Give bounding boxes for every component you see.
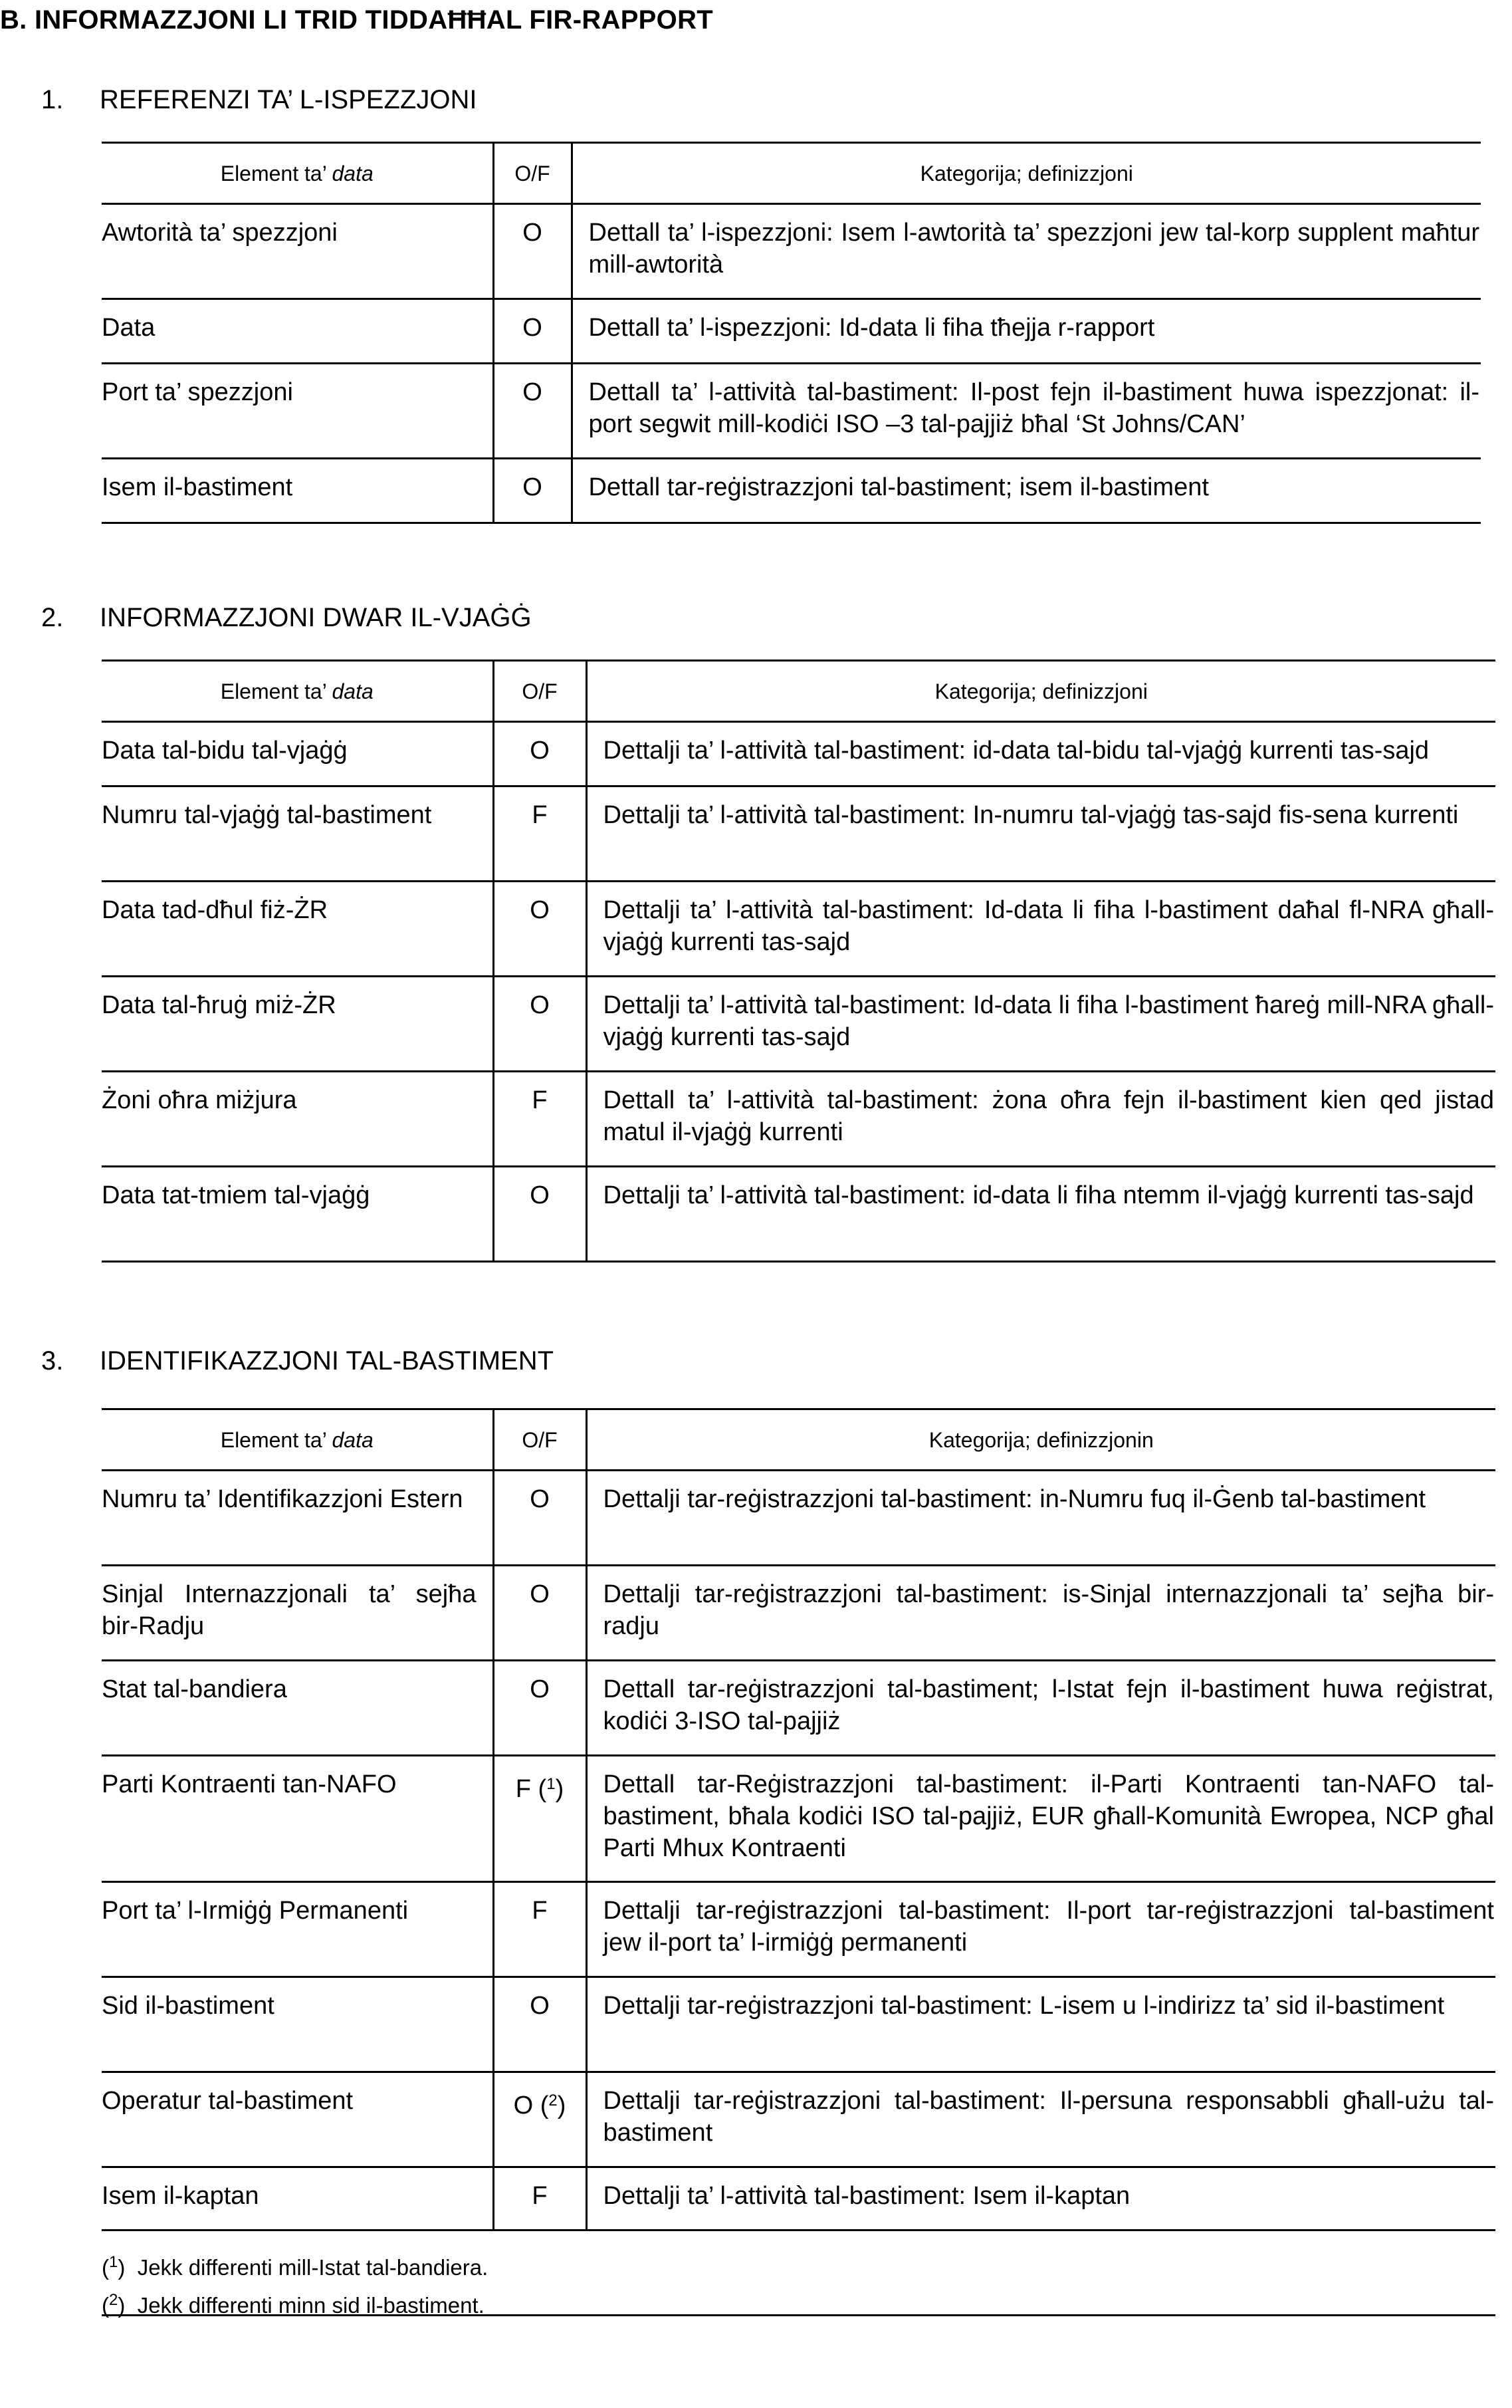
table-row xyxy=(102,977,1495,1072)
cell-data-element: Sid il-bastiment xyxy=(102,1977,493,2072)
cell-of xyxy=(493,722,586,786)
page-title: B. INFORMAZZJONI LI TRID TIDDAĦĦAL FIR-RAPPORT xyxy=(0,5,713,35)
table-row xyxy=(102,1072,1495,1167)
cell-of-value: O xyxy=(530,1580,550,1608)
section-number: 3. xyxy=(41,1346,64,1376)
column-header-of: O/F xyxy=(493,1409,586,1471)
cell-definition: Dettalji tar-reġistrazzjoni tal-bastiment: L-isem u l-indirizz ta’ sid il-bastiment xyxy=(586,1977,1495,2072)
cell-of-value: O xyxy=(530,1181,550,1209)
cell-of-value: O xyxy=(530,991,550,1019)
column-header-element xyxy=(102,661,493,722)
cell-definition: Dettalji ta’ l-attività tal-bastiment: id-data tal-bidu tal-vjaġġ kurrenti tas-sajd xyxy=(586,722,1495,786)
section-title: IDENTIFIKAZZJONI TAL-BASTIMENT xyxy=(100,1346,554,1376)
table-row xyxy=(102,1977,1495,2072)
cell-of-value: F xyxy=(532,2182,548,2210)
cell-of xyxy=(493,299,572,364)
cell-data-element: Port ta’ spezzjoni xyxy=(102,364,493,459)
cell-of xyxy=(493,1167,586,1262)
cell-data-element: Numru ta’ Identifikazzjoni Estern xyxy=(102,1471,493,1566)
section-title: INFORMAZZJONI DWAR IL-VJAĠĠ xyxy=(100,603,532,632)
section-number: 2. xyxy=(41,603,64,632)
cell-definition: Dettalji ta’ l-attività tal-bastiment: id-data li fiha ntemm il-vjaġġ kurrenti tas-sajd xyxy=(586,1167,1495,1262)
table-row xyxy=(102,2167,1495,2230)
section-heading xyxy=(41,1346,554,1376)
table-row xyxy=(102,2072,1495,2167)
column-header-element-text: Element ta’ xyxy=(220,1427,332,1452)
cell-definition: Dettalji tar-reġistrazzjoni tal-bastiment: in-Numru fuq il-Ġenb tal-bastiment xyxy=(586,1471,1495,1566)
cell-of-value: O xyxy=(513,2092,534,2119)
column-header-category: Kategorija; definizzjoni xyxy=(572,143,1481,204)
footnote-mark: 1 xyxy=(109,2253,118,2271)
cell-data-element: Data tal-bidu tal-vjaġġ xyxy=(102,722,493,786)
cell-definition: Dettall tar-reġistrazzjoni tal-bastiment; l-Istat fejn il-bastiment huwa reġistrat, kodiċi 3-ISO tal-pajjiż xyxy=(586,1661,1495,1756)
cell-of-value: F xyxy=(532,1897,548,1925)
cell-definition: Dettalji ta’ l-attività tal-bastiment: In-numru tal-vjaġġ tas-sajd fis-sena kurrenti xyxy=(586,786,1495,882)
footnote-text: Jekk differenti minn sid il-bastiment. xyxy=(137,2293,485,2318)
cell-of-value: O xyxy=(530,1675,550,1703)
cell-of xyxy=(493,204,572,299)
cell-data-element: Data xyxy=(102,299,493,364)
table-row xyxy=(102,1661,1495,1756)
cell-of xyxy=(493,1661,586,1756)
cell-data-element: Data tad-dħul fiż-ŻR xyxy=(102,882,493,977)
cell-of xyxy=(493,882,586,977)
table-row xyxy=(102,459,1481,523)
cell-data-element: Żoni oħra miżjura xyxy=(102,1072,493,1167)
cell-of: F ($^1$) xyxy=(493,1756,586,1882)
cell-data-element: Awtorità ta’ spezzjoni xyxy=(102,204,493,299)
column-header-element-italic: data xyxy=(332,161,374,185)
footnote: ($^1$) Jekk differenti mill-Istat tal-bandiera. xyxy=(102,2253,488,2280)
cell-of-value: F xyxy=(515,1775,531,1803)
cell-of-value: F xyxy=(532,1086,548,1114)
column-header-element-text: Element ta’ xyxy=(220,679,332,703)
cell-of xyxy=(493,977,586,1072)
cell-of: O ($^2$) xyxy=(493,2072,586,2167)
column-header-category: Kategorija; definizzjoni xyxy=(586,661,1495,722)
table-row xyxy=(102,722,1495,786)
footnote-ref: 2 xyxy=(548,2092,558,2109)
cell-definition: Dettalji tar-reġistrazzjoni tal-bastiment: Il-persuna responsabbli għall-użu tal-bastiment xyxy=(586,2072,1495,2167)
section-title: REFERENZI TA’ L-ISPEZZJONI xyxy=(100,85,477,114)
cell-of-value: O xyxy=(530,896,550,924)
cell-of-value: O xyxy=(522,314,542,342)
cell-data-element: Parti Kontraenti tan-NAFO xyxy=(102,1756,493,1882)
cell-definition: Dettall ta’ l-ispezzjoni: Id-data li fiha tħejja r-rapport xyxy=(572,299,1481,364)
cell-data-element: Operatur tal-bastiment xyxy=(102,2072,493,2167)
cell-of-value: F xyxy=(532,801,548,829)
cell-data-element: Numru tal-vjaġġ tal-bastiment xyxy=(102,786,493,882)
cell-of xyxy=(493,786,586,882)
cell-definition: Dettall tar-Reġistrazzjoni tal-bastiment: il-Parti Kontraenti tan-NAFO tal-bastiment, bħala kodiċi ISO tal-pajjiż, EUR għall-Komunità Ewropea, NCP għal Parti Mhux Kontraenti xyxy=(586,1756,1495,1882)
cell-definition: Dettall ta’ l-attività tal-bastiment: żona oħra fejn il-bastiment kien qed jistad matul il-vjaġġ kurrenti xyxy=(586,1072,1495,1167)
section-number: 1. xyxy=(41,85,64,114)
cell-of xyxy=(493,2167,586,2230)
cell-of-value: O xyxy=(522,219,542,247)
table-row xyxy=(102,1471,1495,1566)
cell-definition: Dettalji ta’ l-attività tal-bastiment: Id-data li fiha l-bastiment daħal fl-NRA għall-vjaġġ kurrenti tas-sajd xyxy=(586,882,1495,977)
table-row xyxy=(102,204,1481,299)
cell-of xyxy=(493,459,572,523)
table-row xyxy=(102,364,1481,459)
column-header-of: O/F xyxy=(493,143,572,204)
cell-definition: Dettall ta’ l-attività tal-bastiment: Il-post fejn il-bastiment huwa ispezzjonat: il-port segwit mill-kodiċi ISO –3 tal-pajjiż bħal ‘St Johns/CAN’ xyxy=(572,364,1481,459)
cell-data-element: Isem il-bastiment xyxy=(102,459,493,523)
column-header-element-italic: data xyxy=(332,679,374,703)
footnote-text: Jekk differenti mill-Istat tal-bandiera. xyxy=(137,2255,488,2280)
cell-data-element: Sinjal Internazzjonali ta’ sejħa bir-Radju xyxy=(102,1566,493,1661)
column-header-of: O/F xyxy=(493,661,586,722)
column-header-category: Kategorija; definizzjonin xyxy=(586,1409,1495,1471)
table-row xyxy=(102,1167,1495,1262)
cell-definition: Dettalji tar-reġistrazzjoni tal-bastiment: is-Sinjal internazzjonali ta’ sejħa bir-radju xyxy=(586,1566,1495,1661)
table-row xyxy=(102,1882,1495,1977)
table-trip-information xyxy=(102,660,1495,1263)
footnotes-divider xyxy=(102,2314,1495,2316)
cell-of xyxy=(493,364,572,459)
section-heading xyxy=(41,603,532,633)
cell-of xyxy=(493,1471,586,1566)
cell-data-element: Isem il-kaptan xyxy=(102,2167,493,2230)
column-header-element xyxy=(102,1409,493,1471)
table-row xyxy=(102,299,1481,364)
table-row xyxy=(102,882,1495,977)
section-heading xyxy=(41,85,477,115)
column-header-element-italic: data xyxy=(332,1427,374,1452)
cell-of xyxy=(493,1977,586,2072)
cell-data-element: Data tat-tmiem tal-vjaġġ xyxy=(102,1167,493,1262)
cell-of xyxy=(493,1072,586,1167)
table-row xyxy=(102,1566,1495,1661)
column-header-element xyxy=(102,143,493,204)
cell-of-value: O xyxy=(522,473,542,501)
footnote-ref: 1 xyxy=(546,1775,556,1793)
footnotes xyxy=(102,2246,488,2322)
table-row xyxy=(102,1756,1495,1882)
cell-data-element: Stat tal-bandiera xyxy=(102,1661,493,1756)
cell-definition: Dettall tar-reġistrazzjoni tal-bastiment; isem il-bastiment xyxy=(572,459,1481,523)
column-header-element-text: Element ta’ xyxy=(220,161,332,185)
cell-of xyxy=(493,1882,586,1977)
table-row xyxy=(102,786,1495,882)
cell-of-value: O xyxy=(530,1485,550,1513)
cell-of-value: O xyxy=(530,1992,550,2020)
cell-definition: Dettalji tar-reġistrazzjoni tal-bastiment: Il-port tar-reġistrazzjoni tal-bastiment jew il-port ta’ l-irmiġġ permanenti xyxy=(586,1882,1495,1977)
cell-of-value: O xyxy=(522,378,542,406)
cell-data-element: Port ta’ l-Irmiġġ Permanenti xyxy=(102,1882,493,1977)
cell-definition: Dettalji ta’ l-attività tal-bastiment: Id-data li fiha l-bastiment ħareġ mill-NRA għall-vjaġġ kurrenti tas-sajd xyxy=(586,977,1495,1072)
footnote-mark: 2 xyxy=(109,2291,118,2309)
cell-definition: Dettalji ta’ l-attività tal-bastiment: Isem il-kaptan xyxy=(586,2167,1495,2230)
table-inspection-references xyxy=(102,142,1481,524)
cell-of-value: O xyxy=(530,737,550,765)
cell-definition: Dettall ta’ l-ispezzjoni: Isem l-awtorità ta’ spezzjoni jew tal-korp supplent maħtur mill-awtorità xyxy=(572,204,1481,299)
footnote: ($^2$) Jekk differenti minn sid il-bastiment. xyxy=(102,2291,485,2318)
cell-of xyxy=(493,1566,586,1661)
table-vessel-identification xyxy=(102,1408,1495,2231)
cell-data-element: Data tal-ħruġ miż-ŻR xyxy=(102,977,493,1072)
